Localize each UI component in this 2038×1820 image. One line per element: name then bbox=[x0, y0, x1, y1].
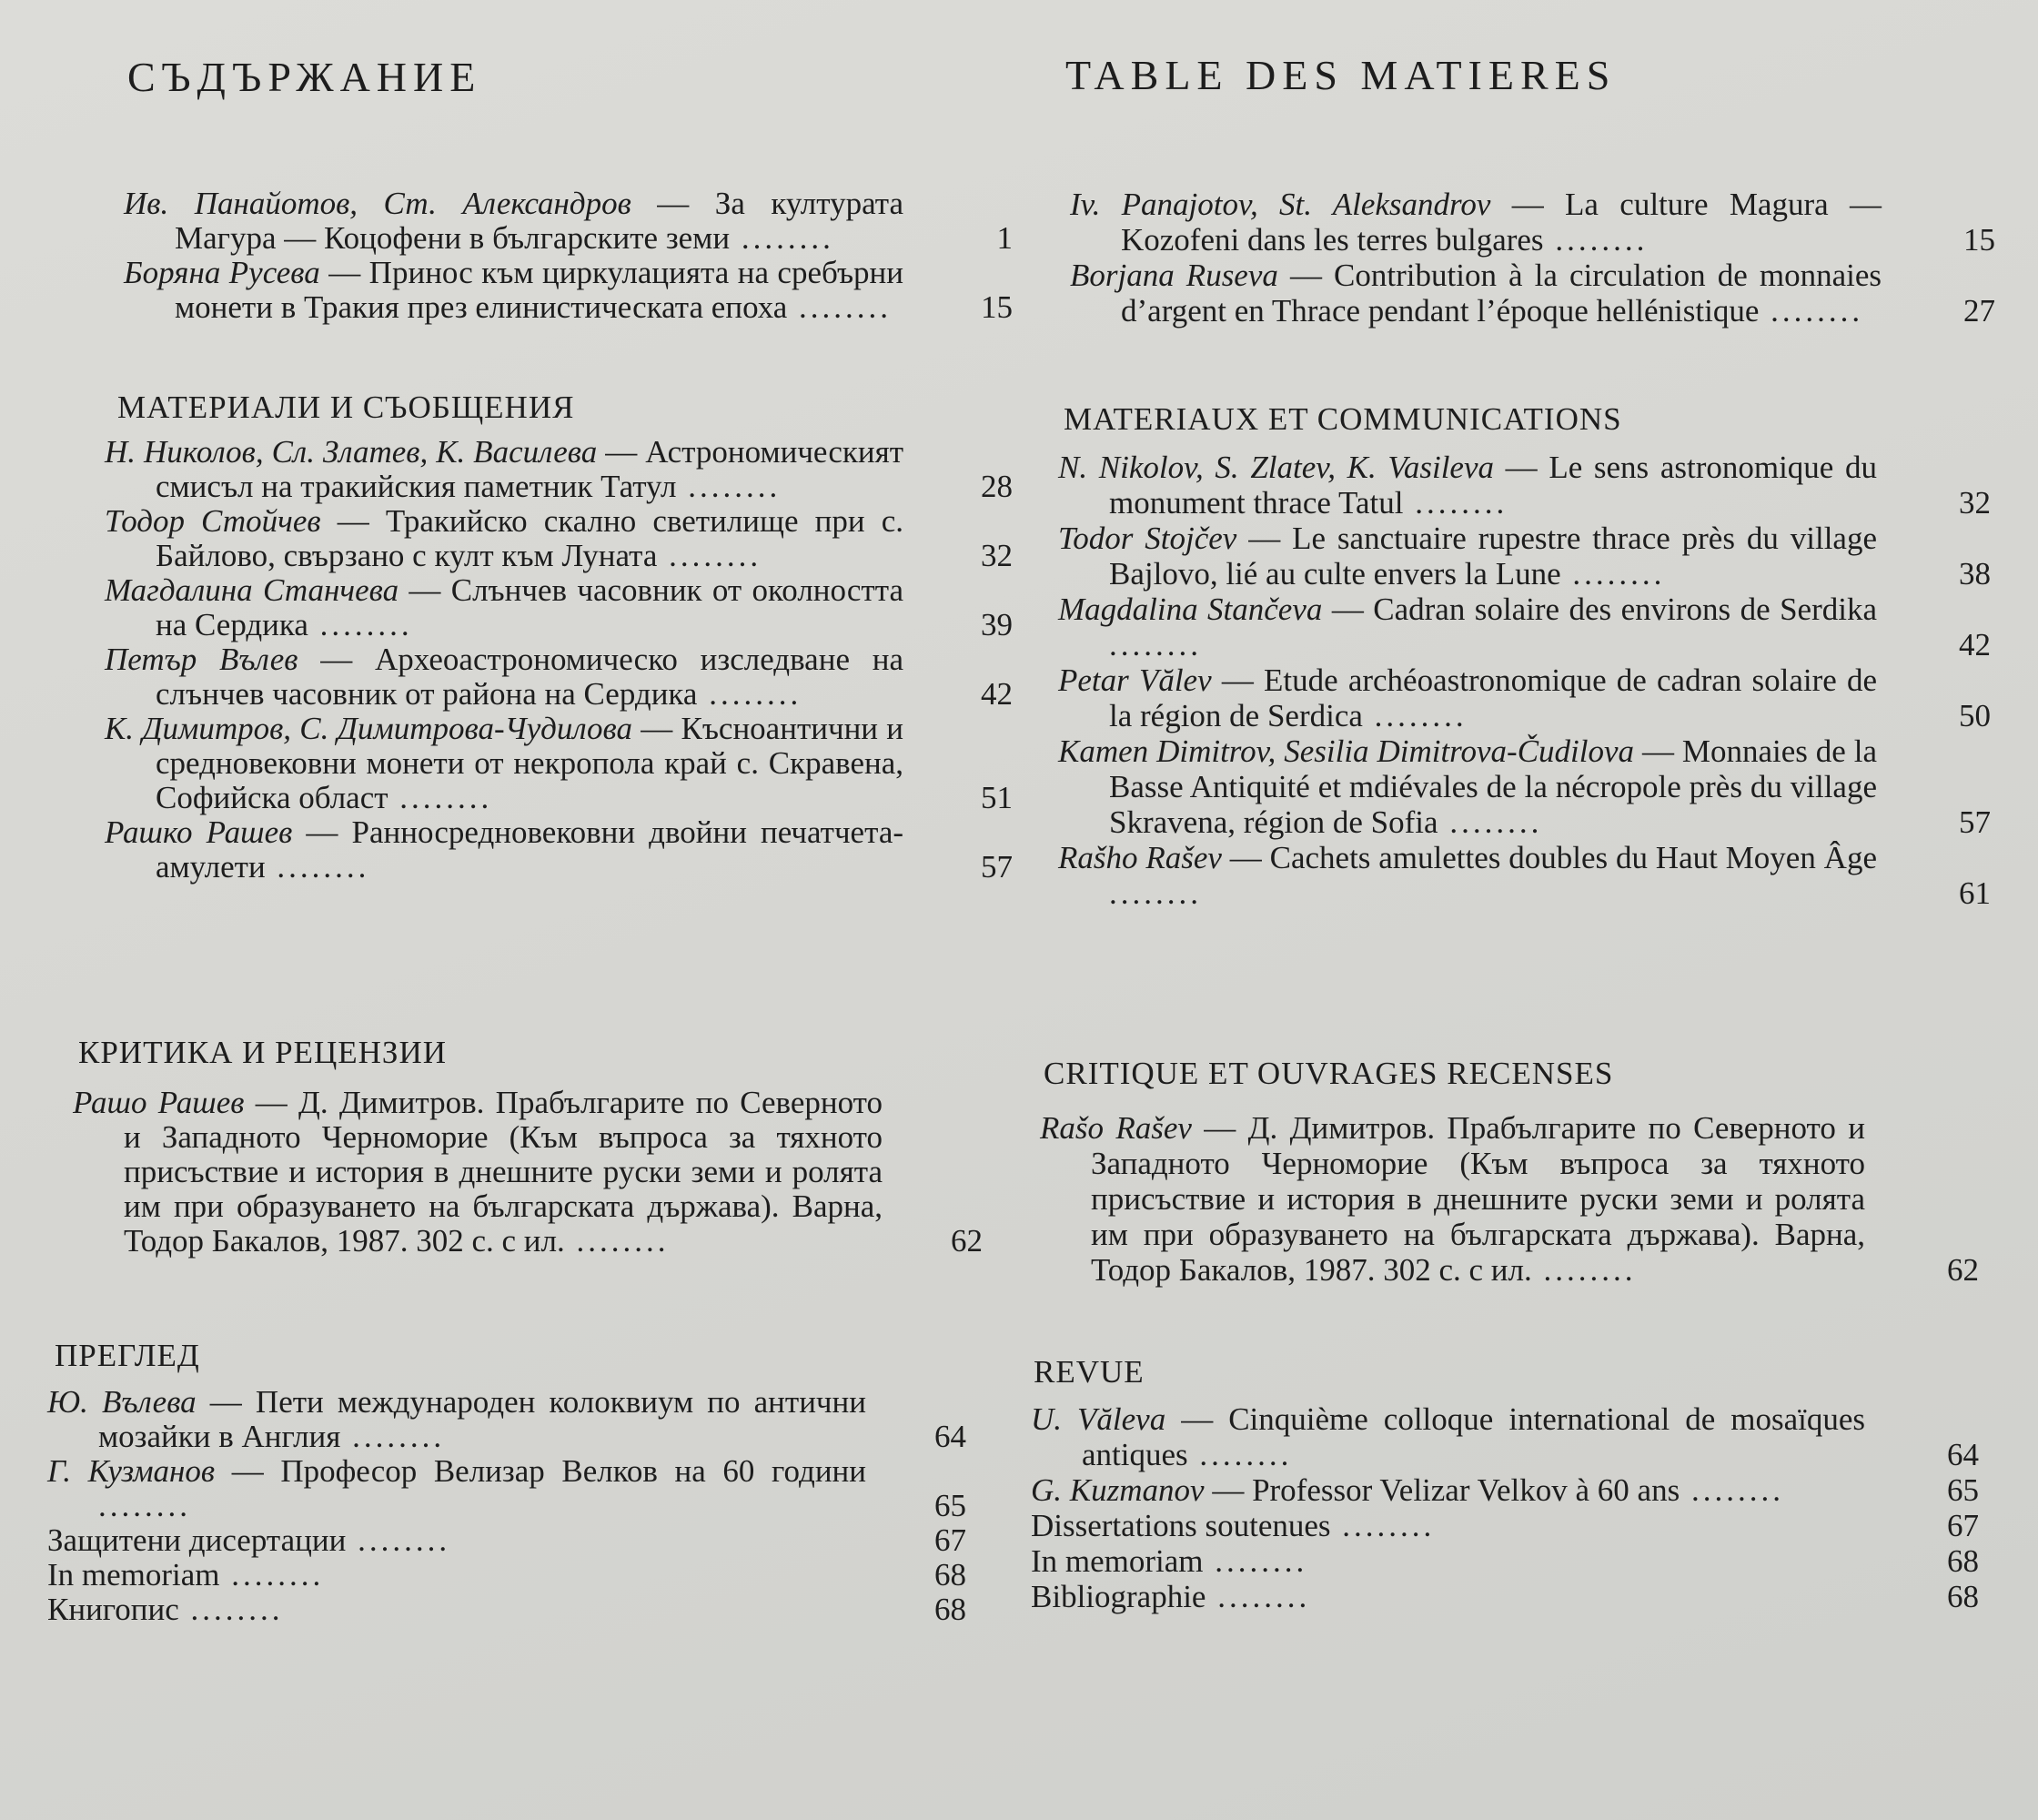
entry-title: — Le sens astronomique du monument thrace Tatul bbox=[1109, 450, 1877, 521]
page-number: 68 bbox=[1947, 1579, 1979, 1614]
dot-leader: ........ bbox=[697, 676, 802, 712]
entry-title: Защитени дисертации bbox=[47, 1522, 347, 1558]
page-number: 67 bbox=[934, 1522, 966, 1558]
section-heading: КРИТИКА И РЕЦЕНЗИИ bbox=[78, 1035, 447, 1070]
dot-leader: ........ bbox=[1560, 556, 1666, 592]
entry-title: In memoriam bbox=[1031, 1543, 1204, 1579]
section-heading: REVUE bbox=[1034, 1354, 1145, 1390]
dot-leader: ........ bbox=[676, 469, 782, 504]
section-entries bbox=[1040, 1110, 1979, 1288]
section-entries bbox=[124, 186, 1013, 325]
entry-author: Magdalina Stančeva bbox=[1058, 592, 1323, 627]
entry-title: — Cinquième colloque international de mosaïques antiques bbox=[1082, 1401, 1865, 1472]
dot-leader: ........ bbox=[1187, 1437, 1293, 1472]
entry-title: — La culture Magura — Kozofeni dans les terres bulgares bbox=[1121, 187, 1882, 258]
page-number: 62 bbox=[1947, 1252, 1979, 1288]
toc-entry bbox=[1070, 187, 1995, 258]
dot-leader: ........ bbox=[1403, 485, 1508, 521]
dot-leader: ........ bbox=[730, 220, 834, 256]
page-number: 15 bbox=[981, 289, 1013, 325]
toc-entry bbox=[1058, 840, 1991, 911]
entry-title: — Le sanctuaire rupestre thrace près du village Bajlovo, lié au culte envers la Lune bbox=[1109, 521, 1877, 592]
entry-author: U. Văleva bbox=[1031, 1401, 1166, 1437]
entry-title: Книгопис bbox=[47, 1592, 179, 1627]
entry-title: — Тракийско скално светилище при с. Байлово, свързано с култ към Луната bbox=[156, 503, 903, 573]
toc-entry bbox=[1058, 450, 1991, 521]
section-entries bbox=[73, 1085, 983, 1259]
dot-leader: ........ bbox=[346, 1522, 451, 1558]
toc-entry bbox=[124, 255, 1013, 325]
page-number: 67 bbox=[1947, 1508, 1979, 1543]
page-number: 39 bbox=[981, 607, 1013, 642]
entry-author: Рашко Рашев bbox=[105, 814, 293, 850]
entry-author: Тодор Стойчев bbox=[105, 503, 321, 539]
page-number: 51 bbox=[981, 780, 1013, 815]
toc-entry bbox=[1031, 1508, 1979, 1543]
page-number: 57 bbox=[1959, 804, 1991, 840]
page-number: 42 bbox=[1959, 627, 1991, 662]
page-number: 64 bbox=[934, 1419, 966, 1454]
toc-entry bbox=[124, 186, 1013, 256]
contents-title-fr: TABLE DES MATIERES bbox=[1065, 52, 1617, 98]
section-entries bbox=[1058, 450, 1991, 911]
dot-leader: ........ bbox=[1109, 875, 1202, 911]
toc-entry bbox=[1031, 1543, 1979, 1579]
dot-leader: ........ bbox=[98, 1488, 191, 1523]
page-number: 32 bbox=[1959, 485, 1991, 521]
toc-entry bbox=[105, 503, 1013, 573]
entry-title: — Monnaies de la Basse Antiquité et mdiévales de la nécropole près du village Skravena, région de Sofia bbox=[1109, 733, 1878, 840]
entry-title: — Professor Velizar Velkov à 60 ans bbox=[1204, 1472, 1680, 1508]
page-number: 42 bbox=[981, 676, 1013, 712]
entry-author: Iv. Panajotov, St. Aleksandrov bbox=[1070, 187, 1491, 222]
entry-title: — Късноантични и средновековни монети от некропола край с. Скравена, Софийска област bbox=[156, 711, 903, 815]
entry-title: — Слънчев часовник от околността на Сердика bbox=[156, 572, 903, 642]
page-number: 38 bbox=[1959, 556, 1991, 592]
section-entries bbox=[1070, 187, 1995, 329]
entry-title: — Contribution à la circulation de monnaies d’argent en Thrace pendant l’époque hellénistique bbox=[1121, 258, 1882, 329]
toc-entry bbox=[47, 1522, 966, 1558]
dot-leader: ........ bbox=[1531, 1252, 1637, 1288]
section-heading: CRITIQUE ET OUVRAGES RECENSES bbox=[1044, 1056, 1614, 1091]
page-number: 62 bbox=[951, 1223, 983, 1259]
entry-title: — Д. Димитров. Прабългарите по Северното и Западното Черноморие (Към въпроса за тяхното присъствие и история в днешните руски земи и ролята им при образуването на българската държава). Варна, Тодор Бакалов, 1987. 302 с. с ил. bbox=[1091, 1110, 1865, 1288]
page-number: 61 bbox=[1959, 875, 1991, 911]
dot-leader: ........ bbox=[388, 780, 493, 815]
section-heading: МАТЕРИАЛИ И СЪОБЩЕНИЯ bbox=[117, 389, 575, 425]
toc-entry bbox=[105, 434, 1013, 504]
toc-entry bbox=[1058, 521, 1991, 592]
page-number: 68 bbox=[1947, 1543, 1979, 1579]
entry-title: — Etude archéoastronomique de cadran solaire de la région de Serdica bbox=[1109, 662, 1877, 733]
dot-leader: ........ bbox=[1543, 222, 1649, 258]
dot-leader: ........ bbox=[1330, 1508, 1436, 1543]
entry-author: Петър Вълев bbox=[105, 642, 298, 677]
entry-author: Todor Stojčev bbox=[1058, 521, 1237, 556]
entry-title: — Ранносредновековни двойни печатчета-амулети bbox=[156, 814, 904, 885]
dot-leader: ........ bbox=[564, 1223, 670, 1259]
section-heading: MATERIAUX ET COMMUNICATIONS bbox=[1064, 401, 1622, 437]
entry-title: — Пети международен колоквиум по антични мозайки в Англия bbox=[98, 1384, 866, 1454]
dot-leader: ........ bbox=[1206, 1579, 1311, 1614]
toc-entry bbox=[1058, 662, 1991, 733]
entry-author: Боряна Русева bbox=[124, 255, 320, 290]
entry-author: Ив. Панайотов, Ст. Александров bbox=[124, 186, 631, 221]
entry-author: Rašho Rašev bbox=[1058, 840, 1222, 875]
toc-entry bbox=[47, 1384, 966, 1454]
entry-author: N. Nikolov, S. Zlatev, K. Vasileva bbox=[1058, 450, 1495, 485]
entry-author: Petar Vălev bbox=[1058, 662, 1212, 698]
dot-leader: ........ bbox=[1680, 1472, 1784, 1508]
entry-title: — Археоастрономическо изследване на слънчев часовник от района на Сердика bbox=[156, 642, 904, 712]
page-number: 57 bbox=[981, 849, 1013, 885]
page-number: 32 bbox=[981, 538, 1013, 573]
toc-entry bbox=[47, 1453, 966, 1523]
page-number: 27 bbox=[1963, 293, 1995, 329]
entry-title: In memoriam bbox=[47, 1557, 220, 1592]
dot-leader: ........ bbox=[265, 849, 370, 885]
toc-entry bbox=[1031, 1579, 1979, 1614]
page-number: 64 bbox=[1947, 1437, 1979, 1472]
entry-author: Ю. Вълева bbox=[47, 1384, 197, 1420]
entry-author: Н. Николов, Сл. Златев, К. Василева bbox=[105, 434, 598, 470]
toc-entry bbox=[1040, 1110, 1979, 1288]
entry-author: Borjana Ruseva bbox=[1070, 258, 1278, 293]
entry-author: Г. Кузманов bbox=[47, 1453, 216, 1489]
page-number: 65 bbox=[1947, 1472, 1979, 1508]
entry-title: — Принос към циркулацията на сребърни монети в Тракия през елинистическата епоха bbox=[175, 255, 903, 325]
dot-leader: ........ bbox=[787, 289, 893, 325]
entry-title: — Cachets amulettes doubles du Haut Moyen Âge bbox=[1221, 840, 1877, 875]
entry-title: — Д. Димитров. Прабългарите по Северното и Западното Черноморие (Към въпроса за тяхното присъствие и история в днешните руски земи и ролята им при образуването на българската държава). Варна, Тодор Бакалов, 1987. 302 с. с ил. bbox=[124, 1085, 883, 1259]
toc-entry bbox=[105, 814, 1013, 885]
dot-leader: ........ bbox=[219, 1557, 325, 1592]
dot-leader: ........ bbox=[1438, 804, 1543, 840]
dot-leader: ........ bbox=[1362, 698, 1468, 733]
entry-author: Рашо Рашев bbox=[73, 1085, 245, 1120]
toc-entry bbox=[1070, 258, 1995, 329]
dot-leader: ........ bbox=[1203, 1543, 1308, 1579]
page-number: 65 bbox=[934, 1488, 966, 1523]
entry-author: Rašo Rašev bbox=[1040, 1110, 1192, 1146]
entry-author: К. Димитров, С. Димитрова-Чудилова bbox=[105, 711, 632, 746]
toc-entry bbox=[105, 642, 1013, 712]
page-number: 1 bbox=[996, 220, 1013, 256]
dot-leader: ........ bbox=[1759, 293, 1864, 329]
section-heading: ПРЕГЛЕД bbox=[55, 1338, 200, 1373]
section-entries bbox=[47, 1384, 966, 1627]
page-number: 50 bbox=[1959, 698, 1991, 733]
entry-title: — За културата Магура — Коцофени в българските земи bbox=[175, 186, 903, 256]
toc-entry bbox=[1031, 1401, 1979, 1472]
toc-entry bbox=[47, 1592, 966, 1627]
page-number: 28 bbox=[981, 469, 1013, 504]
entry-author: G. Kuzmanov bbox=[1031, 1472, 1205, 1508]
entry-title: — Астрономическият смисъл на тракийския паметник Татул bbox=[156, 434, 903, 504]
section-entries bbox=[105, 434, 1013, 885]
toc-entry bbox=[105, 572, 1013, 642]
entry-author: Kamen Dimitrov, Sesilia Dimitrova-Čudilova bbox=[1058, 733, 1635, 769]
toc-entry bbox=[105, 711, 1013, 815]
contents-title-bg: СЪДЪРЖАНИЕ bbox=[127, 54, 482, 100]
page-number: 15 bbox=[1963, 222, 1995, 258]
section-entries bbox=[1031, 1401, 1979, 1614]
entry-title: Dissertations soutenues bbox=[1031, 1508, 1331, 1543]
dot-leader: ........ bbox=[178, 1592, 284, 1627]
dot-leader: ........ bbox=[1109, 627, 1202, 662]
dot-leader: ........ bbox=[340, 1419, 446, 1454]
entry-title: — Cadran solaire des environs de Serdika bbox=[1322, 592, 1877, 627]
entry-title: Bibliographie bbox=[1031, 1579, 1206, 1614]
entry-title: — Професор Велизар Велков на 60 години bbox=[215, 1453, 867, 1489]
dot-leader: ........ bbox=[657, 538, 762, 573]
toc-entry bbox=[47, 1557, 966, 1592]
toc-entry bbox=[73, 1085, 983, 1259]
page-number: 68 bbox=[934, 1592, 966, 1627]
page-number: 68 bbox=[934, 1557, 966, 1592]
toc-entry bbox=[1031, 1472, 1979, 1508]
toc-entry bbox=[1058, 733, 1991, 840]
entry-author: Магдалина Станчева bbox=[105, 572, 399, 608]
dot-leader: ........ bbox=[308, 607, 413, 642]
toc-entry bbox=[1058, 592, 1991, 662]
